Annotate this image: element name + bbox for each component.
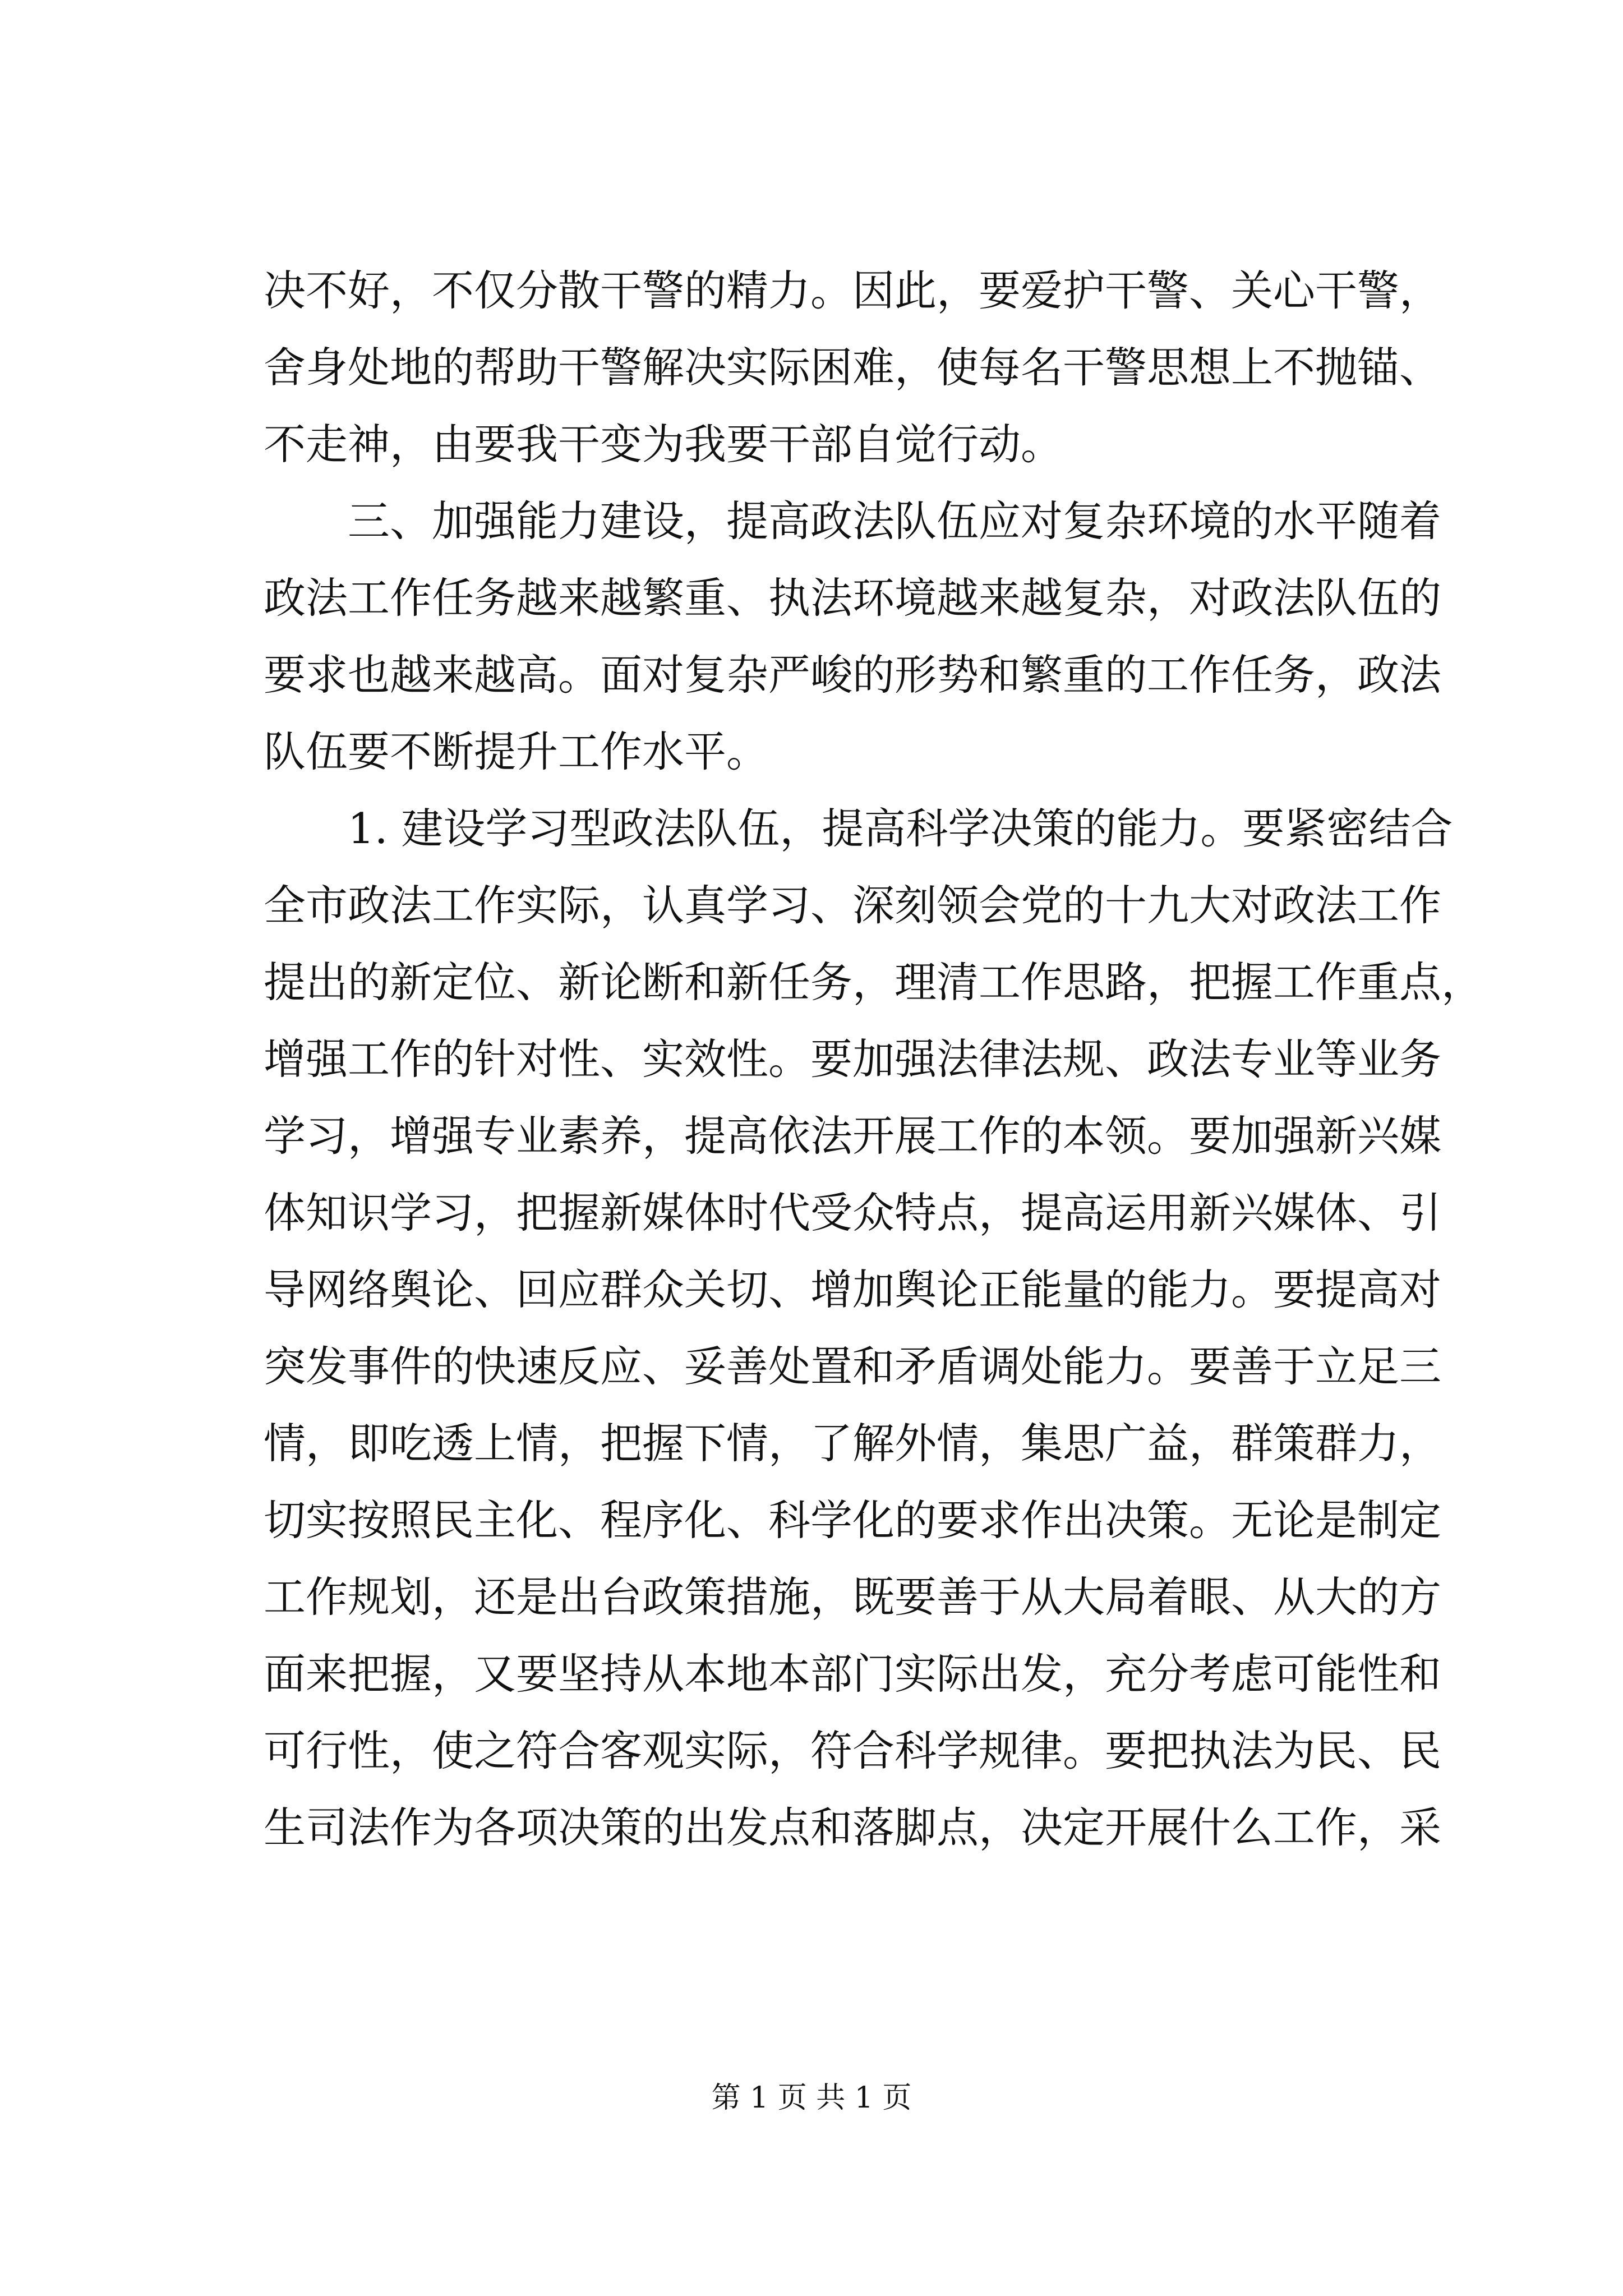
text-line: 全市政法工作实际，认真学习、深刻领会党的十九大对政法工作: [264, 881, 1442, 930]
text-line: 政法工作任务越来越繁重、执法环境越来越复杂，对政法队伍的: [264, 573, 1442, 623]
text-line: 面来把握，又要坚持从本地本部门实际出发，充分考虑可能性和: [264, 1649, 1442, 1699]
text-line: 学习，增强专业素养，提高依法开展工作的本领。要加强新兴媒: [264, 1111, 1442, 1161]
text-line: 体知识学习，把握新媒体时代受众特点，提高运用新兴媒体、引: [264, 1188, 1442, 1237]
text-line: 可行性，使之符合客观实际，符合科学规律。要把执法为民、民: [264, 1726, 1442, 1775]
text-line: 队伍要不断提升工作水平。: [264, 727, 769, 776]
paragraph-3: [264, 790, 1484, 1866]
text-line: 切实按照民主化、程序化、科学化的要求作出决策。无论是制定: [264, 1496, 1442, 1545]
text-line: 舍身处地的帮助干警解决实际困难，使每名干警思想上不抛锚、: [264, 343, 1442, 392]
section-heading-line: 三、加强能力建设，提高政法队伍应对复杂环境的水平随着: [348, 496, 1442, 546]
text-line: 增强工作的针对性、实效性。要加强法律法规、政法专业等业务: [264, 1034, 1442, 1084]
subsection-heading-line: 1. 建设学习型政法队伍，提高科学决策的能力。要紧密结合: [348, 804, 1453, 853]
text-line: 要求也越来越高。面对复杂严峻的形势和繁重的工作任务，政法: [264, 650, 1442, 700]
paragraph-2: [264, 483, 1442, 790]
text-line: 导网络舆论、回应群众关切、增加舆论正能量的能力。要提高对: [264, 1265, 1442, 1314]
page-number-footer: 第 1 页 共 1 页: [711, 2081, 912, 2115]
text-line: 提出的新定位、新论断和新任务，理清工作思路，把握工作重点，: [264, 958, 1484, 1007]
paragraph-1: [264, 252, 1442, 483]
text-line: 突发事件的快速反应、妥善处置和矛盾调处能力。要善于立足三: [264, 1342, 1442, 1391]
text-line: 工作规划，还是出台政策措施，既要善于从大局着眼、从大的方: [264, 1572, 1442, 1622]
text-line: 生司法作为各项决策的出发点和落脚点，决定开展什么工作，采: [264, 1803, 1442, 1852]
text-line: 不走神，由要我干变为我要干部自觉行动。: [264, 420, 1063, 469]
document-body: [264, 252, 1484, 1866]
text-line: 决不好，不仅分散干警的精力。因此，要爱护干警、关心干警，: [264, 266, 1442, 315]
text-line: 情，即吃透上情，把握下情，了解外情，集思广益，群策群力，: [264, 1419, 1442, 1468]
